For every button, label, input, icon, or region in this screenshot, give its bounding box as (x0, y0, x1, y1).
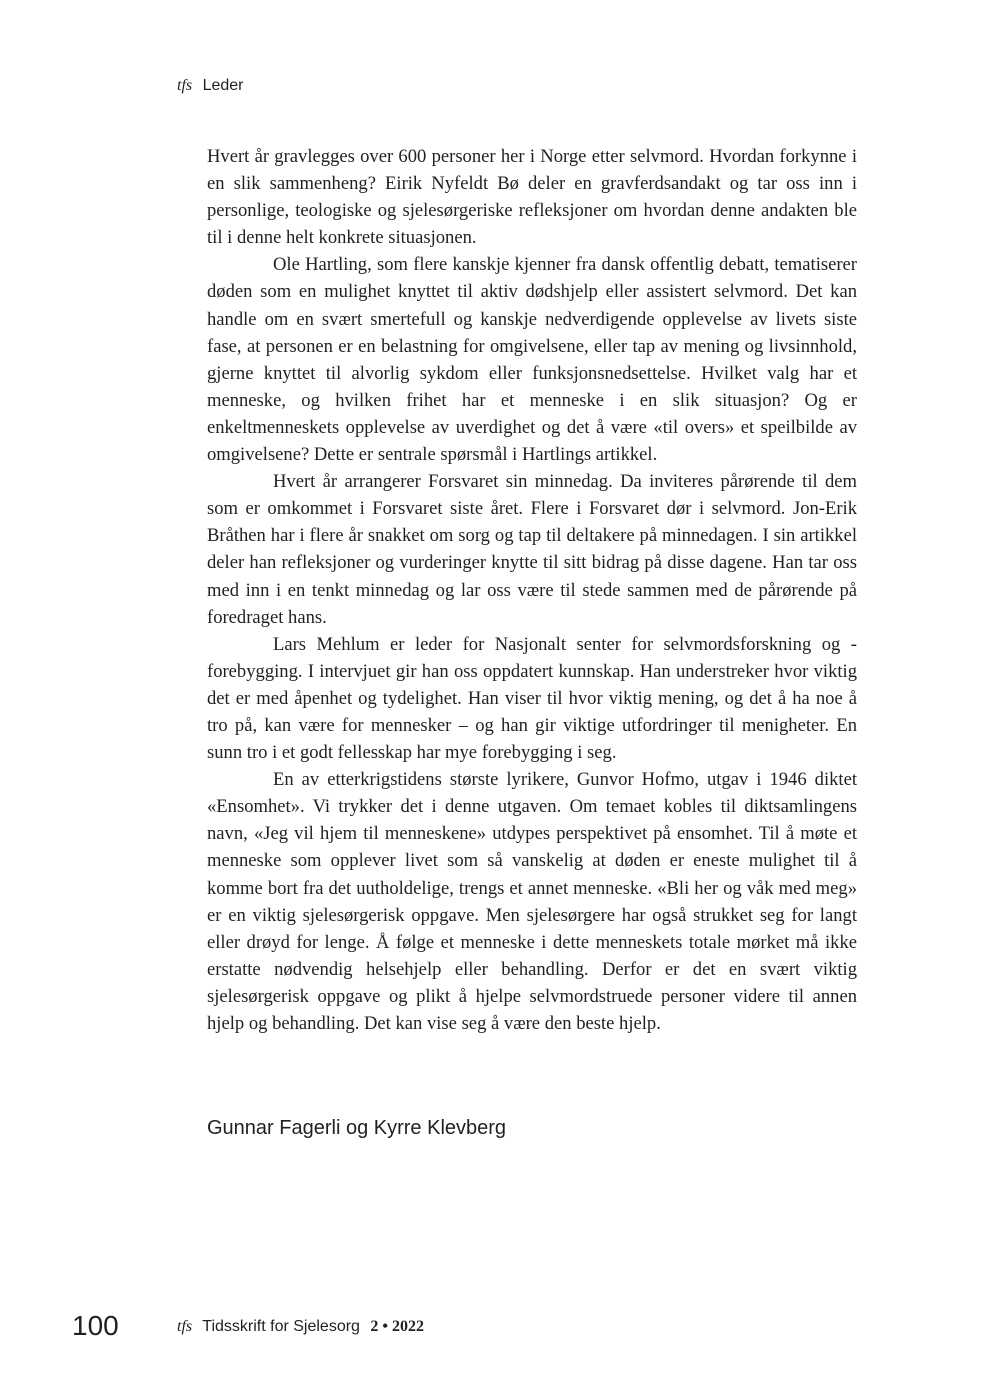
paragraph: Hvert år gravlegges over 600 personer her i Norge etter selvmord. Hvordan forkynne i en slik sammenheng? Eirik Nyfeldt Bø deler en gravferdsandakt og tar oss inn i personlige, teologiske og sjelesørgeriske refleksjoner om hvordan denne andakten ble til i denne helt konkrete situasjonen. (207, 146, 857, 249)
author-signature: Gunnar Fagerli og Kyrre Klevberg (207, 1117, 507, 1139)
running-head (177, 77, 244, 95)
running-footer (177, 1318, 424, 1336)
journal-abbreviation: tfs (177, 1318, 193, 1335)
paragraph: Hvert år arrangerer Forsvaret sin minnedag. Da inviteres pårørende til dem som er omkommet i Forsvaret siste året. Flere i Forsvaret dør i selvmord. Jon-Erik Bråthen har i flere år snakket om sorg og tap til deltakere på minnedagen. I sin artikkel deler han refleksjoner og vurderinger knytte til sitt bidrag på disse dagene. Han tar oss med inn i en tenkt minnedag og lar oss være til stede sammen med de pårørende på foredraget hans. (207, 471, 857, 628)
paragraph: En av etterkrigstidens største lyrikere, Gunvor Hofmo, utgav i 1946 diktet «Ensomhet». Vi trykker det i denne utgaven. Om temaet kobles til diktsamlingens navn, «Jeg vil hjem til menneskene» utdypes perspektivet på ensomhet. Til å møte et menneske som opplever livet som så vanskelig at døden er eneste mulighet til å komme bort fra det uutholdelige, trengs et annet menneske. «Bli her og våk med meg» er en viktig sjelesørgerisk oppgave. Men sjelesørgere har også strukket seg for langt eller drøyd for lenge. Å følge et menneske i dette menneskets totale mørket må ikke erstatte nødvendig helsehjelp eller behandling. Derfor er det en svært viktig sjelesørgerisk oppgave og plikt å hjelpe selvmordstruede personer videre til annen hjelp og behandling. Det kan vise seg å være den beste hjelp. (207, 769, 857, 1034)
section-title: Leder (202, 77, 244, 94)
journal-name: Tidsskrift for Sjelesorg (202, 1318, 360, 1335)
paragraph: Lars Mehlum er leder for Nasjonalt senter for selvmordsforskning og -forebygging. I intervjuet gir han oss oppdatert kunnskap. Han understreker hvor viktig det er med åpenhet og tydelighet. Han viser til hvor viktig mening, og det å ha noe å tro på, kan være for mennesker – og han gir viktige utfordringer til menigheter. En sunn tro i et godt fellesskap har mye forebygging i seg. (207, 633, 857, 764)
article-body (207, 143, 857, 1037)
issue-number: 2 • 2022 (370, 1318, 425, 1335)
page-number: 100 (72, 1310, 119, 1341)
journal-abbreviation: tfs (177, 77, 193, 94)
paragraph: Ole Hartling, som flere kanskje kjenner fra dansk offentlig debatt, tematiserer døden som en mulighet knyttet til aktiv dødshjelp eller assistert selvmord. Det kan handle om en svært smertefull og kanskje nedverdigende opplevelse av livets siste fase, at personen er en belastning for omgivelsene, eller tap av mening og livsinnhold, gjerne knyttet til alvorlig sykdom eller funksjonsnedsettelse. Hvilket valg har et menneske, og hvilken frihet har et menneske i en slik situasjon? Og er enkeltmenneskets opplevelse av uverdighet og det å være «til overs» et speilbilde av omgivelsene? Dette er sentrale spørsmål i Hartlings artikkel. (207, 254, 857, 466)
